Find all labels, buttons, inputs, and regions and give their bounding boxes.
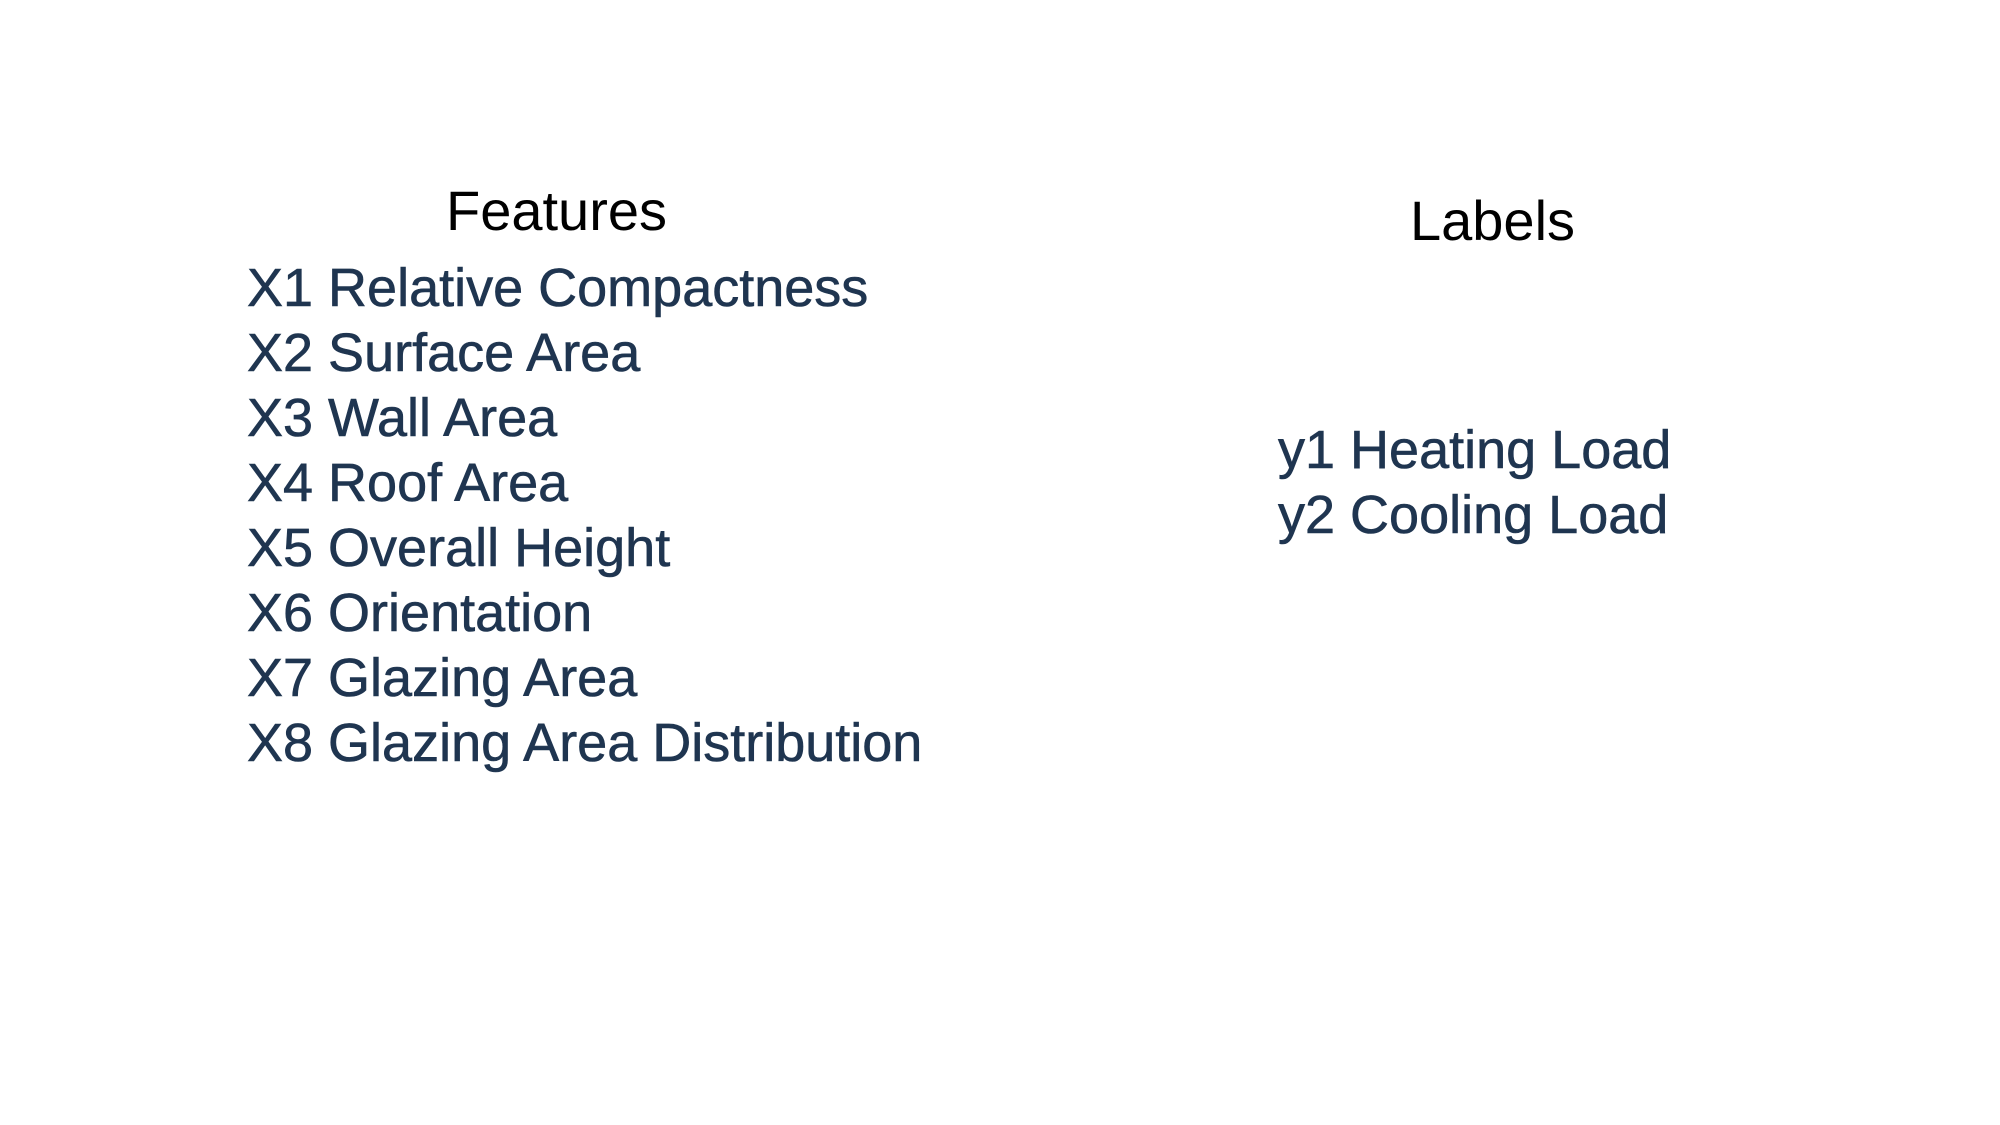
feature-item-x8: X8 Glazing Area Distribution: [247, 713, 923, 773]
feature-item-x3: X3 Wall Area: [247, 388, 558, 448]
feature-item-x7: X7 Glazing Area: [247, 648, 638, 708]
feature-item-x5: X5 Overall Height: [247, 518, 671, 578]
label-item-y2: y2 Cooling Load: [1278, 485, 1669, 545]
features-list: [247, 256, 922, 776]
feature-item-x1: X1 Relative Compactness: [247, 258, 869, 318]
label-item-y1: y1 Heating Load: [1278, 420, 1672, 480]
labels-list: [1278, 418, 1671, 548]
feature-item-x6: X6 Orientation: [247, 583, 593, 643]
feature-item-x2: X2 Surface Area: [247, 323, 641, 383]
features-heading: Features: [446, 179, 667, 242]
feature-item-x4: X4 Roof Area: [247, 453, 569, 513]
labels-heading: Labels: [1410, 189, 1576, 252]
